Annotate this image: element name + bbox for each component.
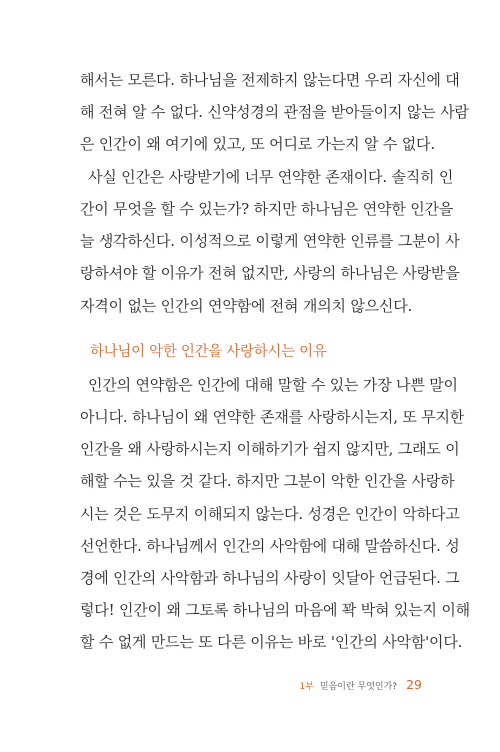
paragraph-line: 해 전혀 알 수 없다. 신약성경의 관점을 받아들이지 않는 사람 bbox=[80, 103, 469, 122]
paragraph-line: 은 인간이 왜 여기에 있고, 또 어디로 가는지 알 수 없다. bbox=[80, 135, 435, 154]
paragraph-line: 사실 인간은 사랑받기에 너무 연약한 존재이다. 솔직히 인 bbox=[88, 168, 454, 186]
paragraph-line: 시는 것은 도무지 이해되지 않는다. 성경은 인간이 악하다고 bbox=[80, 504, 460, 523]
paragraph-line: 인간을 왜 사랑하시는지 이해하기가 쉽지 않지만, 그래도 이 bbox=[80, 440, 460, 459]
paragraph-line: 해서는 모른다. 하나님을 전제하지 않는다면 우리 자신에 대 bbox=[80, 71, 460, 89]
paragraph-line: 자격이 없는 인간의 연약함에 전혀 개의치 않으신다. bbox=[80, 296, 413, 315]
paragraph-line: 인간의 연약함은 인간에 대해 말할 수 있는 가장 나쁜 말이 bbox=[88, 376, 458, 394]
paragraph-3 bbox=[80, 401, 470, 659]
paragraph-2 bbox=[80, 193, 460, 322]
paragraph-line: 아니다. 하나님이 왜 연약한 존재를 사랑하시는지, 또 무지한 bbox=[80, 408, 465, 426]
paragraph-1 bbox=[80, 64, 469, 161]
page-number: 29 bbox=[406, 677, 422, 692]
paragraph-line: 늘 생각하신다. 이성적으로 이렇게 연약한 인류를 그분이 사 bbox=[80, 232, 460, 251]
paragraph-3-first bbox=[88, 369, 458, 401]
paragraph-line: 할 수 없게 만드는 또 다른 이유는 바로 '인간의 사악함'이다. bbox=[80, 633, 463, 652]
footer-part-label: 1부 bbox=[299, 682, 314, 692]
paragraph-line: 렇다! 인간이 왜 그토록 하나님의 마음에 꽉 박혀 있는지 이해 bbox=[80, 601, 470, 620]
paragraph-2-first bbox=[88, 161, 454, 193]
paragraph-line: 해할 수는 있을 것 같다. 하지만 그분이 악한 인간을 사랑하 bbox=[80, 472, 455, 491]
paragraph-line: 선언한다. 하나님께서 인간의 사악함에 대해 말씀하신다. 성 bbox=[80, 536, 460, 555]
paragraph-line: 간이 무엇을 할 수 있는가? 하지만 하나님은 연약한 인간을 bbox=[80, 200, 454, 218]
page-footer bbox=[299, 677, 422, 692]
paragraph-line: 랑하셔야 할 이유가 전혀 없지만, 사랑의 하나님은 사랑받을 bbox=[80, 264, 460, 283]
paragraph-line: 경에 인간의 사악함과 하나님의 사랑이 잇달아 언급된다. 그 bbox=[80, 568, 460, 587]
section-heading: 하나님이 악한 인간을 사랑하시는 이유 bbox=[90, 344, 327, 360]
footer-chapter-title: 믿음이란 무엇인가? bbox=[319, 682, 398, 692]
